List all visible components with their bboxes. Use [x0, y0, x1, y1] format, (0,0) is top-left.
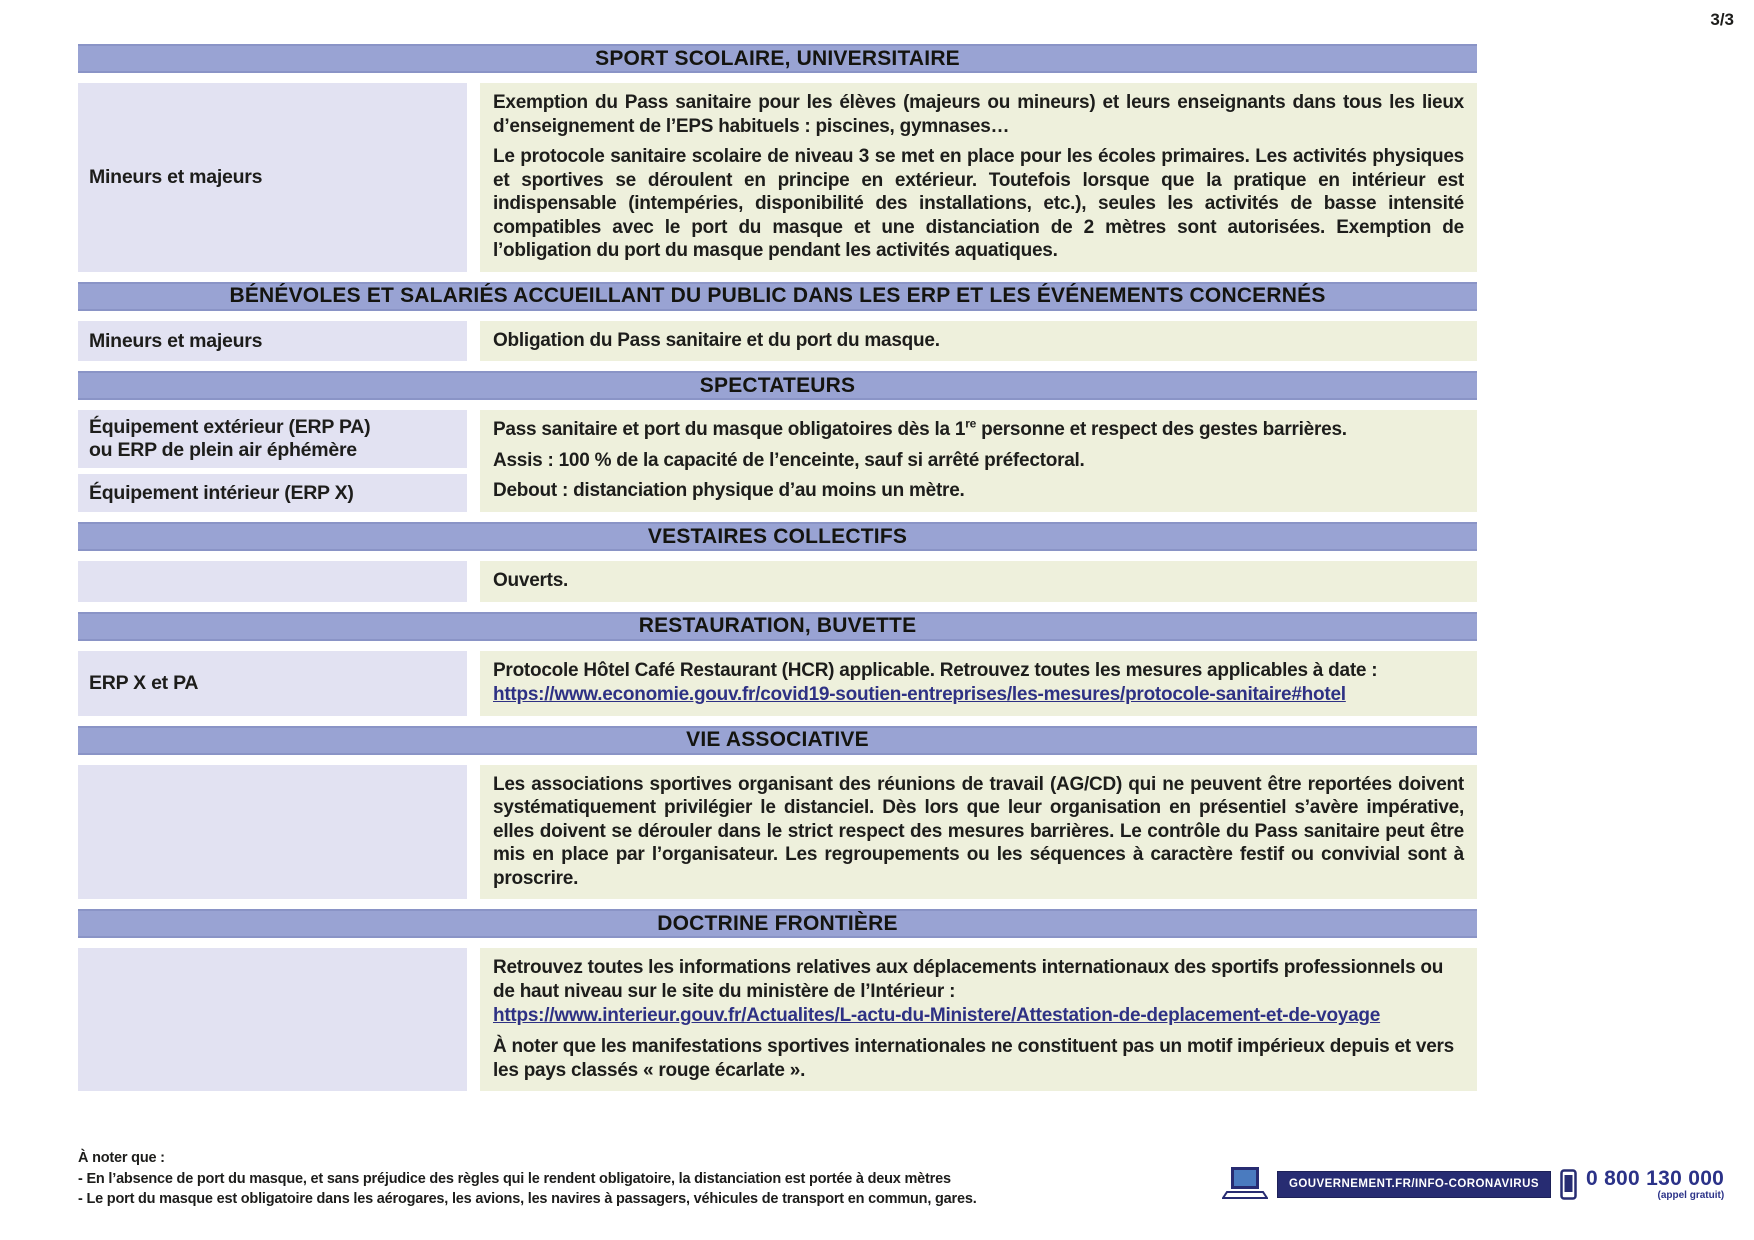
- paragraph: Les associations sportives organisant des réunions de travail (AG/CD) qui ne peuvent être reportées doivent systématiquement privilégier le distanciel. Dès lors que leur organisation en présentiel s’avère impérative, elles doivent se dérouler dans le strict respect des mesures barrières. Le contrôle du Pass sanitaire peut être mis en place par l’organisateur. Les regroupements ou les séquences à caractère festif ou convivial sont à proscrire.: [493, 773, 1464, 889]
- row-label-erp-x-pa: ERP X et PA: [78, 651, 467, 716]
- paragraph: Retrouvez toutes les informations relatives aux déplacements internationaux des sportifs professionnels ou de haut niveau sur le site du ministère de l’Intérieur :: [493, 957, 1444, 1002]
- content-sport-scolaire: [480, 83, 1477, 272]
- footer-note-title: À noter que :: [78, 1150, 165, 1166]
- content-vie-associative: [480, 765, 1477, 900]
- content-restauration: [480, 651, 1477, 716]
- row-label-equipement-exterieur: [78, 410, 467, 468]
- computer-icon: [1222, 1166, 1268, 1202]
- content-benevoles: [480, 321, 1477, 362]
- paragraph: Exemption du Pass sanitaire pour les élèves (majeurs ou mineurs) et leurs enseignants dans tous les lieux d’enseignement de l’EPS habituels : piscines, gymnases…: [493, 92, 1464, 137]
- paragraph: Debout : distanciation physique d’au moins un mètre.: [493, 480, 965, 502]
- row-restauration: [78, 651, 1477, 716]
- row-label-empty: [78, 948, 467, 1091]
- row-benevoles: [78, 321, 1477, 362]
- paragraph: Pass sanitaire et port du masque obligatoires dès la 1re personne et respect des gestes barrières.: [493, 417, 1347, 441]
- paragraph: À noter que les manifestations sportives internationales ne constituent pas un motif impérieux depuis et vers les pays classés « rouge écarlate ».: [493, 1036, 1454, 1081]
- row-label-mineurs-majeurs: Mineurs et majeurs: [78, 83, 467, 272]
- row-label-empty: [78, 561, 467, 602]
- paragraph: Obligation du Pass sanitaire et du port du masque.: [493, 329, 940, 351]
- section-header-restauration: RESTAURATION, BUVETTE: [78, 612, 1477, 641]
- section-header-vie-associative: VIE ASSOCIATIVE: [78, 726, 1477, 755]
- gov-banner: GOUVERNEMENT.FR/INFO-CORONAVIRUS: [1277, 1171, 1551, 1198]
- section-header-spectateurs: SPECTATEURS: [78, 371, 1477, 400]
- paragraph: Le protocole sanitaire scolaire de niveau 3 se met en place pour les écoles primaires. Les activités physiques et sportives se déroulent en principe en extérieur. Toutefois lorsque que la pratique en intérieur est indispensable (intempéries, disponibilité des installations, etc.), seules les activités de basse intensité compatibles avec le port du masque et une distanciation de 2 mètres sont autorisées. Exemption de l’obligation du port du masque pendant les activités aquatiques.: [493, 146, 1464, 262]
- footer-note-line: - Le port du masque est obligatoire dans les aérogares, les avions, les navires à passagers, véhicules de transport en commun, gares.: [78, 1191, 977, 1208]
- section-header-benevoles: BÉNÉVOLES ET SALARIÉS ACCUEILLANT DU PUBLIC DANS LES ERP ET LES ÉVÉNEMENTS CONCERNÉS: [78, 282, 1477, 311]
- footer-notes: [78, 1148, 1178, 1210]
- row-sport-scolaire: [78, 83, 1477, 272]
- page-number: 3/3: [1710, 10, 1734, 29]
- protocol-table: [78, 44, 1477, 1101]
- paragraph: Assis : 100 % de la capacité de l’enceinte, sauf si arrêté préfectoral.: [493, 449, 1085, 471]
- phone-note: (appel gratuit): [1657, 1189, 1725, 1201]
- paragraph: [493, 1004, 1464, 1028]
- spectateurs-label-stack: [78, 410, 467, 512]
- row-label-mineurs-majeurs: Mineurs et majeurs: [78, 321, 467, 362]
- section-header-vestiaires: VESTAIRES COLLECTIFS: [78, 522, 1477, 551]
- interieur-gouv-link[interactable]: https://www.interieur.gouv.fr/Actualites/L-actu-du-Ministere/Attestation-de-deplacement-et-de-voyage: [493, 1005, 1381, 1027]
- phone-block: [1586, 1168, 1724, 1201]
- superscript-re: re: [965, 417, 977, 432]
- row-vie-associative: [78, 765, 1477, 900]
- content-doctrine-frontiere: [480, 948, 1477, 1091]
- footer-note-line: - En l’absence de port du masque, et sans préjudice des règles qui le rendent obligatoire, la distanciation est portée à deux mètres: [78, 1170, 951, 1187]
- row-label-empty: [78, 765, 467, 900]
- section-header-sport-scolaire: SPORT SCOLAIRE, UNIVERSITAIRE: [78, 44, 1477, 73]
- row-label-equipement-interieur: Équipement intérieur (ERP X): [78, 474, 467, 512]
- content-spectateurs: [480, 410, 1477, 512]
- phone-icon: [1560, 1169, 1577, 1200]
- content-vestiaires: [480, 561, 1477, 602]
- row-vestiaires: [78, 561, 1477, 602]
- phone-number: 0 800 130 000: [1585, 1166, 1725, 1190]
- gov-footer: [1222, 1166, 1724, 1202]
- label-line: ou ERP de plein air éphémère: [89, 439, 357, 462]
- economie-gouv-link[interactable]: https://www.economie.gouv.fr/covid19-soutien-entreprises/les-mesures/protocole-sanitaire#hotel: [493, 684, 1346, 706]
- paragraph: [493, 683, 1464, 707]
- row-spectateurs: [78, 410, 1477, 512]
- paragraph: Ouverts.: [493, 570, 569, 592]
- paragraph: Protocole Hôtel Café Restaurant (HCR) applicable. Retrouvez toutes les mesures applicables à date :: [493, 659, 1378, 681]
- row-doctrine-frontiere: [78, 948, 1477, 1091]
- section-header-doctrine-frontiere: DOCTRINE FRONTIÈRE: [78, 909, 1477, 938]
- label-line: Équipement extérieur (ERP PA): [89, 416, 371, 439]
